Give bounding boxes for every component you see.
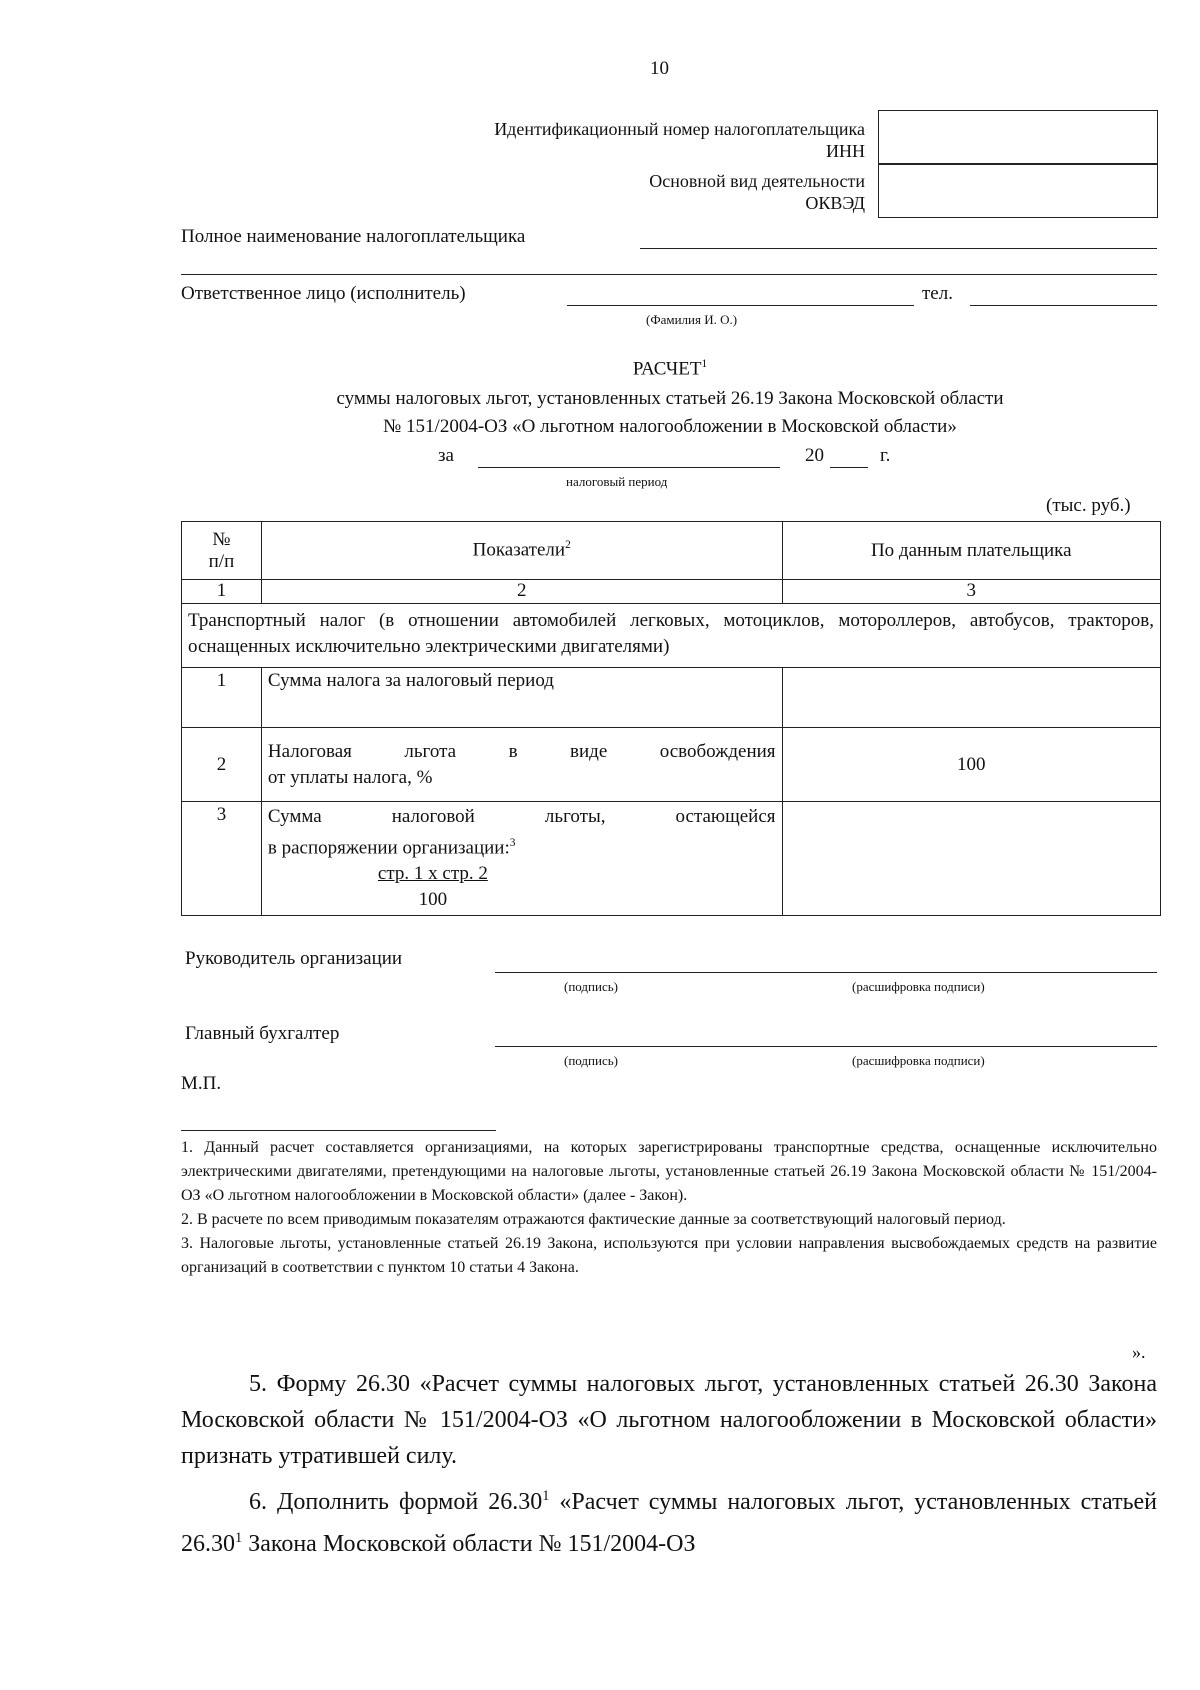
paragraph-6-part2: «Расчет суммы налоговых льгот, установленных статьей 26.30 xyxy=(181,1489,1158,1557)
form-title-sup: 1 xyxy=(701,358,708,370)
table-row xyxy=(182,802,1161,916)
chief-accountant-label: Главный бухгалтер xyxy=(185,1023,340,1044)
col-number-1: 1 xyxy=(182,580,262,604)
calculation-table xyxy=(181,521,1161,916)
period-hint: налоговый период xyxy=(566,474,668,489)
row-label-line2-text: в распоряжении организации: xyxy=(267,837,510,859)
row-num: 3 xyxy=(182,802,262,916)
row-label-sup: 3 xyxy=(509,837,516,849)
closing-quote: ». xyxy=(1132,1342,1146,1362)
header-indicators-sup: 2 xyxy=(565,539,571,552)
full-name-field-continued[interactable] xyxy=(181,274,1157,275)
header-indicators xyxy=(261,522,782,580)
formula-denominator: 100 xyxy=(418,889,448,911)
okved-label-line2: ОКВЭД xyxy=(805,193,865,213)
row-value[interactable] xyxy=(782,802,1160,916)
paragraph-6-part1: 6. Дополнить формой 26.30 xyxy=(249,1489,543,1515)
head-decoding-hint: (расшифровка подписи) xyxy=(852,979,985,994)
phone-label: тел. xyxy=(922,283,953,304)
form-title xyxy=(0,358,1200,380)
units-label: (тыс. руб.) xyxy=(1046,495,1131,516)
okved-label xyxy=(380,170,865,214)
column-numbers-row xyxy=(182,580,1161,604)
col-number-2: 2 xyxy=(261,580,782,604)
head-signature-hint: (подпись) xyxy=(564,979,618,994)
row-label xyxy=(261,728,782,802)
row-num: 2 xyxy=(182,728,262,802)
row-value[interactable]: 100 xyxy=(782,728,1160,802)
paragraph-6-sup1: 1 xyxy=(542,1488,550,1504)
footnotes xyxy=(181,1136,1157,1280)
section-row xyxy=(182,604,1161,668)
chief-accountant-signature-field[interactable] xyxy=(495,1046,1157,1047)
fio-hint: (Фамилия И. О.) xyxy=(646,312,738,327)
row-num: 1 xyxy=(182,668,262,728)
table-header-row xyxy=(182,522,1161,580)
table-row xyxy=(182,668,1161,728)
paragraph-6-part3: Закона Московской области № 151/2004-ОЗ xyxy=(242,1531,696,1557)
row-label: Сумма налога за налоговый период xyxy=(261,668,782,728)
formula xyxy=(268,861,598,913)
col-number-3: 3 xyxy=(782,580,1160,604)
responsible-field[interactable] xyxy=(567,305,914,306)
header-indicators-text: Показатели xyxy=(472,539,566,561)
za-label: за xyxy=(438,445,454,466)
header-payer-data: По данным плательщика xyxy=(782,522,1160,580)
form-title-text: РАСЧЕТ xyxy=(632,358,702,380)
okved-field[interactable] xyxy=(878,164,1158,218)
chief-decoding-hint: (расшифровка подписи) xyxy=(852,1053,985,1068)
head-label: Руководитель организации xyxy=(185,948,403,969)
inn-label-line1: Идентификационный номер налогоплательщика xyxy=(494,119,865,139)
inn-field[interactable] xyxy=(878,110,1158,164)
formula-numerator: стр. 1 х стр. 2 xyxy=(377,863,488,885)
stamp-label: М.П. xyxy=(181,1073,222,1094)
title-line2: № 151/2004-ОЗ «О льготном налогообложении в Московской области» xyxy=(383,416,957,437)
footnote-1: 1. Данный расчет составляется организациями, на которых зарегистрированы транспортные средства, оснащенные исключительно электрическими двигателями, претендующими на налоговые льготы, установленные статьей 26.19 Закона Московской области № 151/2004-ОЗ «О льготном налогообложении в Московской области» (далее - Закон). xyxy=(181,1139,1157,1204)
table-row xyxy=(182,728,1161,802)
okved-label-line1: Основной вид деятельности xyxy=(649,171,865,191)
responsible-label: Ответственное лицо (исполнитель) xyxy=(181,283,466,304)
page-number: 10 xyxy=(650,58,669,79)
paragraph-5: 5. Форму 26.30 «Расчет суммы налоговых льгот, установленных статьей 26.30 Закона Московской области № 151/2004-ОЗ «О льготном налогообложении в Московской области» признать утратившей силу. xyxy=(181,1371,1157,1469)
row-label xyxy=(261,802,782,916)
period-field[interactable] xyxy=(478,467,780,468)
footnote-2: 2. В расчете по всем приводимым показателям отражаются фактические данные за соответствующий налоговый период. xyxy=(181,1211,1006,1228)
header-num xyxy=(182,522,262,580)
row-label-line2 xyxy=(268,830,776,861)
inn-label-line2: ИНН xyxy=(826,141,865,161)
row-label-line2: от уплаты налога, % xyxy=(267,766,433,788)
head-signature-field[interactable] xyxy=(495,972,1157,973)
chief-signature-hint: (подпись) xyxy=(564,1053,618,1068)
year-suffix: г. xyxy=(880,445,891,466)
header-num-line1: № xyxy=(212,528,231,550)
section-title: Транспортный налог (в отношении автомобилей легковых, мотоциклов, мотороллеров, автобусов, тракторов, оснащенных исключительно электрическими двигателями) xyxy=(182,604,1161,668)
row-value[interactable] xyxy=(782,668,1160,728)
full-name-label: Полное наименование налогоплательщика xyxy=(181,226,526,247)
phone-field[interactable] xyxy=(970,305,1157,306)
row-label-line1: Сумма налоговой льготы, остающейся xyxy=(267,806,776,827)
row-label-line1: Налоговая льгота в виде освобождения xyxy=(267,740,776,762)
footnote-3: 3. Налоговые льготы, установленные статьей 26.19 Закона, используются при условии направления высвобождаемых средств на развитие организаций в соответствии с пунктом 10 статьи 4 Закона. xyxy=(181,1235,1157,1276)
header-num-line2: п/п xyxy=(208,550,235,572)
title-line1: суммы налоговых льгот, установленных статьей 26.19 Закона Московской области xyxy=(336,388,1004,409)
footnote-separator xyxy=(181,1130,496,1131)
full-name-field[interactable] xyxy=(640,248,1157,249)
year-prefix: 20 xyxy=(805,445,824,466)
paragraph-6-sup2: 1 xyxy=(235,1530,243,1546)
paragraph-6 xyxy=(181,1478,1157,1562)
year-field[interactable] xyxy=(830,467,868,468)
inn-label xyxy=(380,118,865,162)
